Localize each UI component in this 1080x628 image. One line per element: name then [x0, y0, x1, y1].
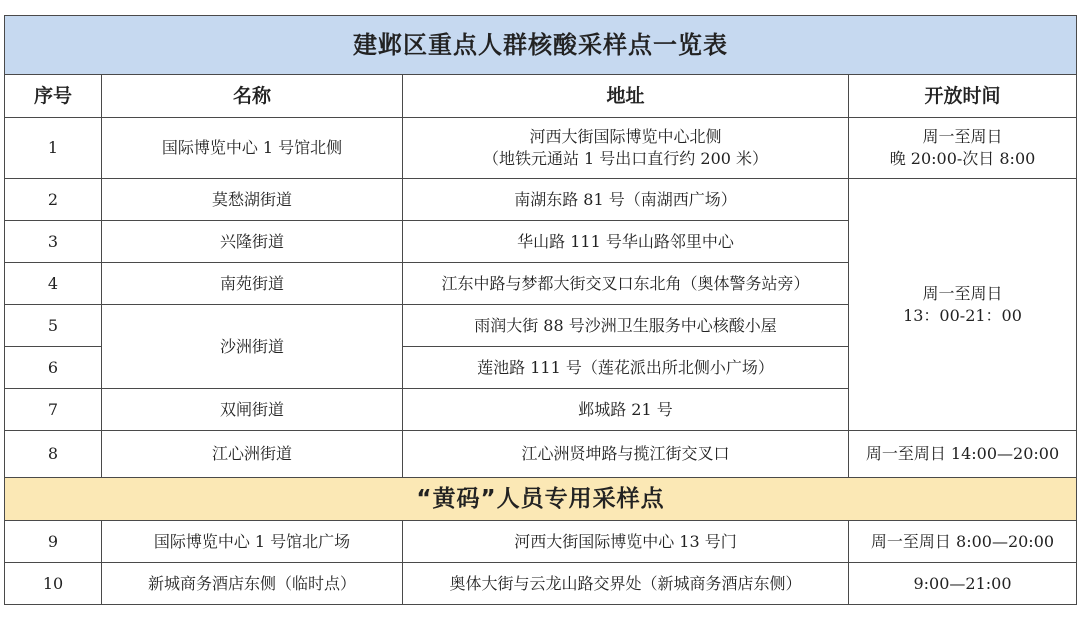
- cell-name: 江心洲街道: [102, 431, 403, 478]
- cell-seq: 8: [5, 431, 102, 478]
- hours-line: 周一至周日: [922, 283, 1003, 303]
- cell-name: 国际博览中心 1 号馆北侧: [102, 118, 403, 179]
- cell-address: 莲池路 111 号（莲花派出所北侧小广场）: [403, 347, 849, 389]
- table-row: [5, 431, 1077, 478]
- cell-seq: 6: [5, 347, 102, 389]
- cell-seq: 7: [5, 389, 102, 431]
- cell-address: 河西大街国际博览中心 13 号门: [403, 521, 849, 563]
- cell-seq: 3: [5, 221, 102, 263]
- hours-line: 晚 20:00-次日 8:00: [889, 149, 1036, 168]
- cell-address: 江东中路与梦都大街交叉口东北角（奥体警务站旁）: [403, 263, 849, 305]
- cell-name-merged: 沙洲街道: [102, 305, 403, 389]
- address-line: （地铁元通站 1 号出口直行约 200 米）: [482, 149, 769, 168]
- cell-seq: 10: [5, 563, 102, 605]
- section-row: [5, 478, 1077, 521]
- cell-address: 雨润大街 88 号沙洲卫生服务中心核酸小屋: [403, 305, 849, 347]
- cell-address: 奥体大街与云龙山路交界处（新城商务酒店东侧）: [403, 563, 849, 605]
- cell-name: 双闸街道: [102, 389, 403, 431]
- cell-seq: 4: [5, 263, 102, 305]
- section-title: “黄码”人员专用采样点: [5, 478, 1077, 521]
- cell-seq: 5: [5, 305, 102, 347]
- table-row: [5, 179, 1077, 221]
- cell-name: 新城商务酒店东侧（临时点）: [102, 563, 403, 605]
- cell-seq: 1: [5, 118, 102, 179]
- table-row: [5, 563, 1077, 605]
- cell-seq: 2: [5, 179, 102, 221]
- title-row: [5, 16, 1077, 75]
- header-address: 地址: [403, 75, 849, 118]
- cell-address: 华山路 111 号华山路邻里中心: [403, 221, 849, 263]
- table-title: 建邺区重点人群核酸采样点一览表: [5, 16, 1077, 75]
- cell-address: [403, 118, 849, 179]
- cell-hours: 周一至周日 8:00—20:00: [849, 521, 1077, 563]
- sampling-sites-table: [4, 15, 1077, 605]
- hours-line: 13：00-21：00: [903, 305, 1022, 325]
- cell-address: 江心洲贤坤路与揽江街交叉口: [403, 431, 849, 478]
- cell-hours-merged: [849, 179, 1077, 431]
- header-seq: 序号: [5, 75, 102, 118]
- header-hours: 开放时间: [849, 75, 1077, 118]
- table-row: [5, 118, 1077, 179]
- address-line: 河西大街国际博览中心北侧: [529, 127, 722, 146]
- cell-name: 国际博览中心 1 号馆北广场: [102, 521, 403, 563]
- cell-hours: 周一至周日 14:00—20:00: [849, 431, 1077, 478]
- cell-name: 兴隆街道: [102, 221, 403, 263]
- cell-name: 南苑街道: [102, 263, 403, 305]
- header-name: 名称: [102, 75, 403, 118]
- cell-seq: 9: [5, 521, 102, 563]
- cell-name: 莫愁湖街道: [102, 179, 403, 221]
- table-row: [5, 521, 1077, 563]
- cell-address: 南湖东路 81 号（南湖西广场）: [403, 179, 849, 221]
- hours-line: 周一至周日: [922, 127, 1003, 146]
- cell-hours: 9:00—21:00: [849, 563, 1077, 605]
- header-row: [5, 75, 1077, 118]
- cell-hours: [849, 118, 1077, 179]
- cell-address: 邺城路 21 号: [403, 389, 849, 431]
